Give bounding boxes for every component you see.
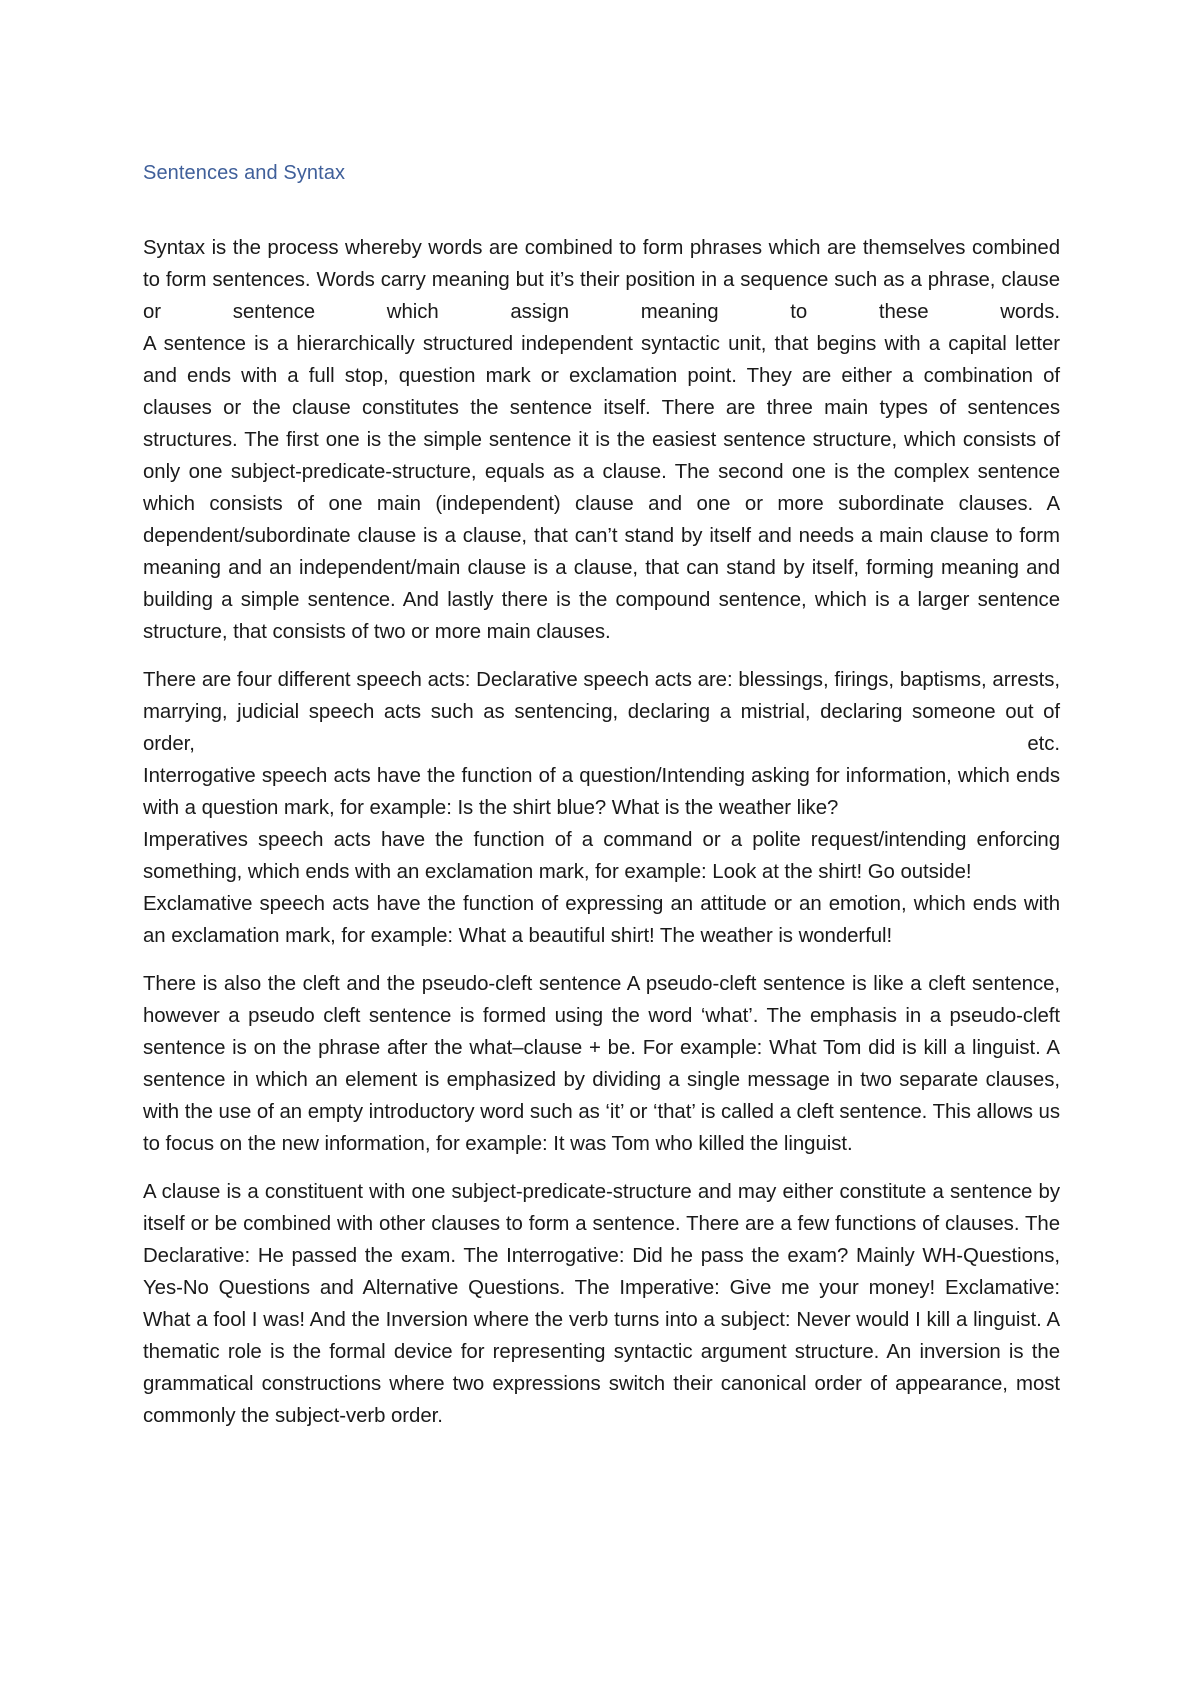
paragraph-speech-acts — [143, 664, 1060, 952]
paragraph-line: Syntax is the process whereby words are combined to form phrases which are themselves combined to form sentences. Words carry meaning but it’s their position in a sequence such as a phrase, clause or sentence which assign meaning to these words. — [143, 237, 1060, 323]
document-title: Sentences and Syntax — [143, 162, 346, 184]
document-page — [143, 160, 1060, 1448]
paragraph-line: There are four different speech acts: Declarative speech acts are: blessings, firings, baptisms, arrests, marrying, judicial speech acts such as sentencing, declaring a mistrial, declaring someone out of order, etc. — [143, 669, 1060, 755]
paragraph-line: A clause is a constituent with one subject-predicate-structure and may either constitute a sentence by itself or be combined with other clauses to form a sentence. There are a few functions of clauses. The Declarative: He passed the exam. The Interrogative: Did he pass the exam? Mainly WH-Questions, Yes-No Questions and Alternative Questions. The Imperative: Give me your money! Exclamative: What a fool I was! And the Inversion where the verb turns into a subject: Never would I kill a linguist. A thematic role is the formal device for representing syntactic argument structure. An inversion is the grammatical constructions where two expressions switch their canonical order of appearance, most commonly the subject-verb order. — [143, 1181, 1060, 1427]
paragraph-clauses — [143, 1176, 1060, 1432]
paragraph-line: Imperatives speech acts have the function of a command or a polite request/intending enforcing something, which ends with an exclamation mark, for example: Look at the shirt! Go outside! — [143, 829, 1060, 883]
paragraph-line: Interrogative speech acts have the function of a question/Intending asking for information, which ends with a question mark, for example: Is the shirt blue? What is the weather like? — [143, 765, 1060, 819]
paragraph-line: There is also the cleft and the pseudo-cleft sentence A pseudo-cleft sentence is like a cleft sentence, however a pseudo cleft sentence is formed using the word ‘what’. The emphasis in a pseudo-cleft sentence is on the phrase after the what–clause + be. For example: What Tom did is kill a linguist. A sentence in which an element is emphasized by dividing a single message in two separate clauses, with the use of an empty introductory word such as ‘it’ or ‘that’ is called a cleft sentence. This allows us to focus on the new information, for example: It was Tom who killed the linguist. — [143, 973, 1060, 1155]
paragraph-line: A sentence is a hierarchically structured independent syntactic unit, that begins with a capital letter and ends with a full stop, question mark or exclamation point. They are either a combination of clauses or the clause constitutes the sentence itself. There are three main types of sentences structures. The first one is the simple sentence it is the easiest sentence structure, which consists of only one subject-predicate-structure, equals as a clause. The second one is the complex sentence which consists of one main (independent) clause and one or more subordinate clauses. A dependent/subordinate clause is a clause, that can’t stand by itself and needs a main clause to form meaning and an independent/main clause is a clause, that can stand by itself, forming meaning and building a simple sentence. And lastly there is the compound sentence, which is a larger sentence structure, that consists of two or more main clauses. — [143, 333, 1060, 643]
paragraph-cleft-sentences — [143, 968, 1060, 1160]
paragraph-syntax-intro — [143, 232, 1060, 648]
paragraph-line: Exclamative speech acts have the function of expressing an attitude or an emotion, which ends with an exclamation mark, for example: What a beautiful shirt! The weather is wonderful! — [143, 893, 1060, 947]
